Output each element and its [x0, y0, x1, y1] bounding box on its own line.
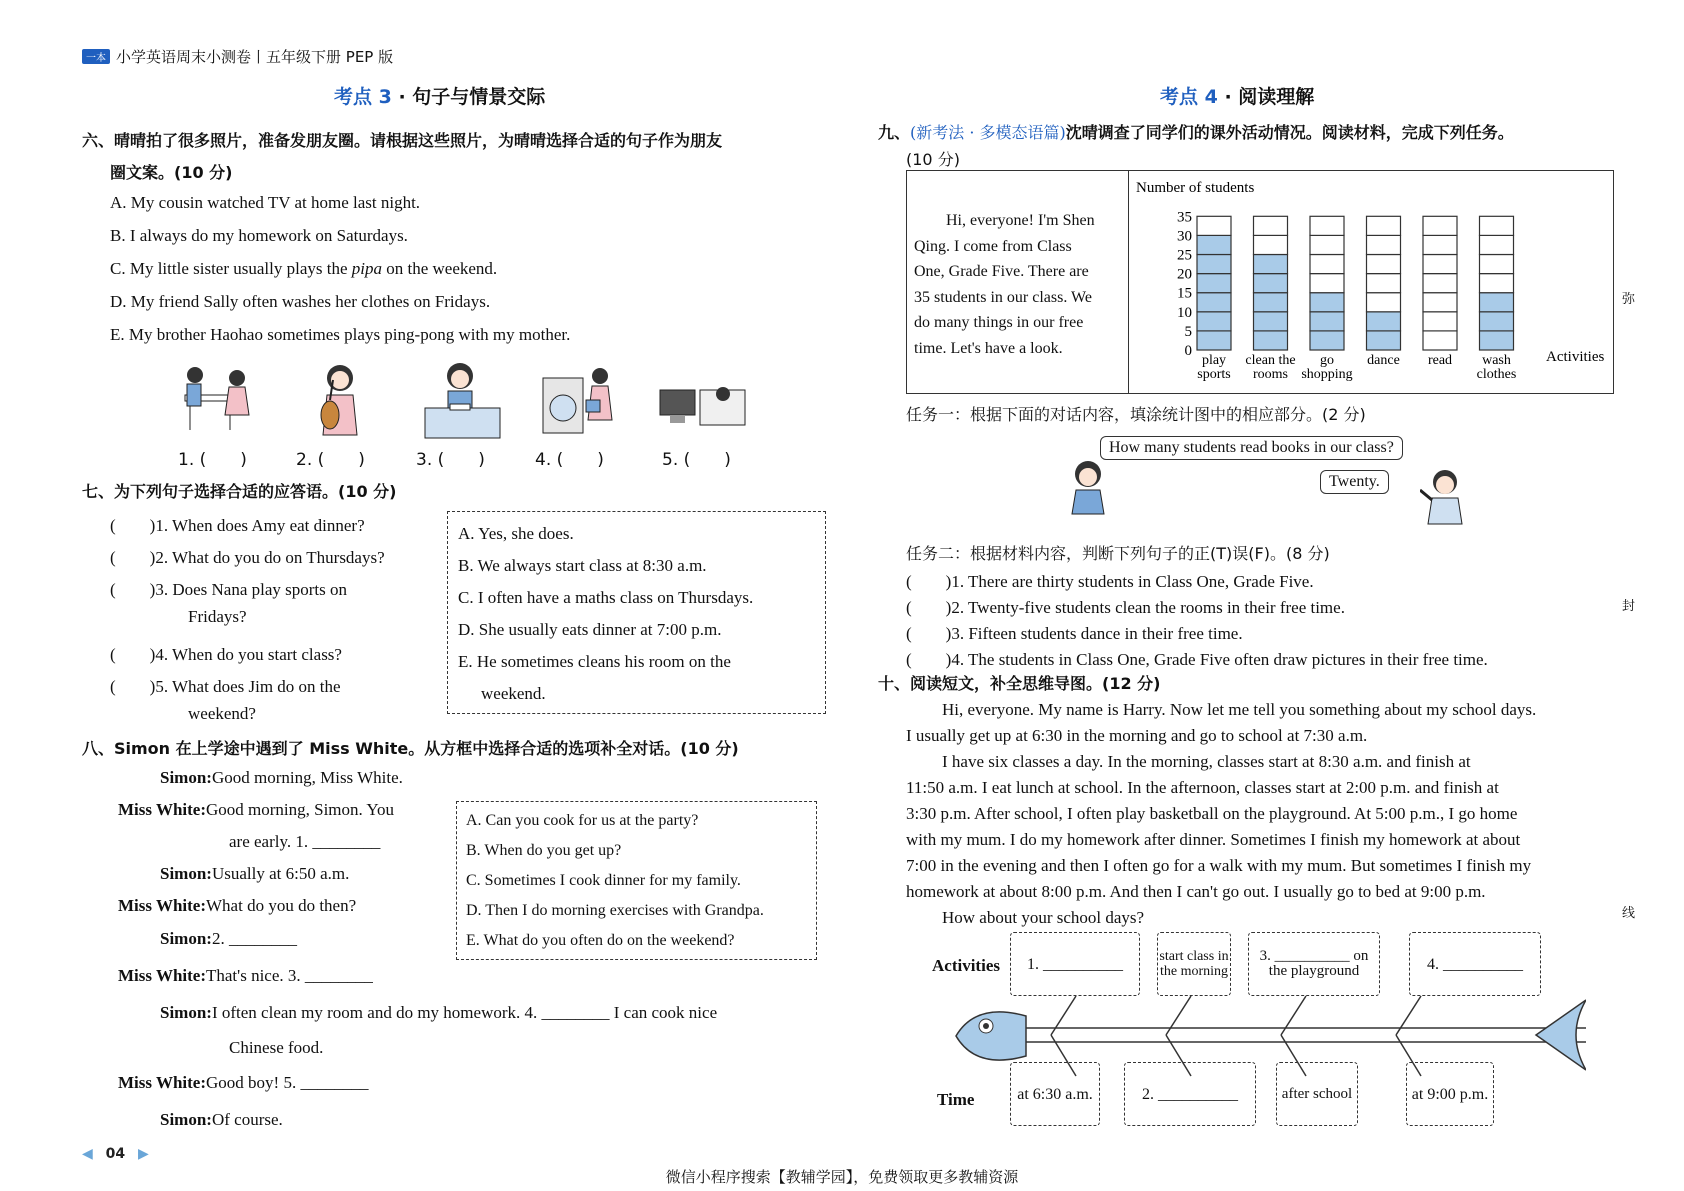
dialogue-line-3: Simon:Usually at 6:50 a.m. — [160, 864, 350, 883]
chart-bar-cell — [1254, 235, 1288, 254]
chart-bar-cell — [1480, 331, 1514, 350]
q7-item-5: ( )5. What does Jim do on the — [110, 677, 341, 696]
dialogue-line-7: Simon:I often clean my room and do my homework. 4. ________ I can cook nice — [160, 1003, 718, 1022]
q6-option-c: C. My little sister usually plays the pipa on the weekend. — [110, 259, 498, 278]
binding-mark-2: 封 — [1622, 599, 1636, 614]
picture-pingpong — [175, 360, 265, 440]
q9-divider — [1128, 170, 1129, 394]
q7-answer-e: E. He sometimes cleans his room on the — [458, 652, 731, 671]
tf-item-4: ( )4. The students in Class One, Grade Five often draw pictures in their free time. — [906, 650, 1488, 669]
chart-bar-cell — [1423, 274, 1457, 293]
chart-y-tick: 15 — [1177, 285, 1192, 302]
task2-title: 任务二：根据材料内容，判断下列句子的正(T)误(F)。(8 分) — [906, 544, 1330, 563]
q8-option-b: B. When do you get up? — [466, 842, 622, 859]
chart-y-label: Number of students — [1136, 180, 1255, 196]
chart-x-tick-label: rooms — [1253, 367, 1288, 382]
right-section-title: 考点 4 · 阅读理解 — [1160, 86, 1315, 108]
q9-points: (10 分) — [906, 150, 960, 169]
q7-answer-a: A. Yes, she does. — [458, 524, 574, 543]
chart-bar-cell — [1367, 235, 1401, 254]
q6-option-d: D. My friend Sally often washes her clothes on Fridays. — [110, 292, 491, 311]
q7-item-1: ( )1. When does Amy eat dinner? — [110, 516, 365, 535]
chart-x-tick-label: go — [1320, 353, 1334, 368]
chart-bar-cell — [1480, 216, 1514, 235]
chart-bar-cell — [1423, 293, 1457, 312]
picture-watch-tv — [655, 370, 750, 435]
time-box-1: at 6:30 a.m. — [1010, 1062, 1100, 1126]
chart-bar-cell — [1254, 293, 1288, 312]
question-bubble: How many students read books in our class? — [1100, 436, 1403, 460]
prev-arrow-icon: ◀ — [82, 1146, 93, 1162]
tf-item-1: ( )1. There are thirty students in Class One, Grade Five. — [906, 572, 1314, 591]
dialogue-line-9: Simon:Of course. — [160, 1110, 283, 1129]
dialogue-line-4: Miss White:What do you do then? — [118, 896, 357, 915]
binding-mark-1: 弥 — [1622, 292, 1636, 307]
q8-option-d: D. Then I do morning exercises with Grandpa. — [466, 902, 764, 919]
q6-title-line2: 圈文案。(10 分) — [110, 163, 233, 182]
chart-bar-cell — [1197, 235, 1231, 254]
page-number: ◀ 04 ▶ — [82, 1146, 149, 1162]
chart-y-tick: 30 — [1177, 228, 1192, 245]
chart-bar-cell — [1480, 255, 1514, 274]
dialogue-line-7-cont: Chinese food. — [229, 1038, 324, 1057]
chart-bar-cell — [1197, 274, 1231, 293]
chart-bar-cell — [1480, 274, 1514, 293]
chart-y-tick: 20 — [1177, 266, 1192, 283]
chart-x-tick-label: clothes — [1476, 367, 1517, 382]
time-box-3: after school — [1276, 1062, 1358, 1126]
picture-label-1: 1. ( ) — [178, 450, 247, 470]
q7-answer-d: D. She usually eats dinner at 7:00 p.m. — [458, 620, 722, 639]
chart-bar-cell — [1310, 331, 1344, 350]
q7-item-4: ( )4. When do you start class? — [110, 645, 342, 664]
q7-item-2: ( )2. What do you do on Thursdays? — [110, 548, 385, 567]
chart-bar-cell — [1310, 274, 1344, 293]
q6-option-b: B. I always do my homework on Saturdays. — [110, 226, 408, 245]
chart-bar-cell — [1310, 235, 1344, 254]
chart-bar-cell — [1423, 331, 1457, 350]
chart-bar-cell — [1367, 312, 1401, 331]
time-box-4: at 9:00 p.m. — [1406, 1062, 1494, 1126]
chart-bar-cell — [1480, 312, 1514, 331]
picture-label-5: 5. ( ) — [662, 450, 731, 470]
dialogue-line-1: Simon:Good morning, Miss White. — [160, 768, 403, 787]
dialogue-line-5: Simon:2. ________ — [160, 929, 297, 948]
picture-wash-clothes — [538, 360, 623, 440]
activities-bar-chart — [1132, 176, 1610, 390]
picture-label-2: 2. ( ) — [296, 450, 365, 470]
chart-bar-cell — [1367, 274, 1401, 293]
time-label: Time — [937, 1090, 975, 1109]
q7-title: 七、为下列句子选择合适的应答语。(10 分) — [82, 482, 397, 501]
tf-item-2: ( )2. Twenty-five students clean the rooms in their free time. — [906, 598, 1345, 617]
activity-box-1: 1. __________ — [1010, 932, 1140, 996]
chart-x-tick-label: clean the — [1245, 353, 1296, 368]
chart-y-tick: 25 — [1177, 247, 1192, 264]
dialogue-line-6: Miss White:That's nice. 3. ________ — [118, 966, 373, 985]
chart-bar-cell — [1254, 216, 1288, 235]
picture-homework — [420, 358, 505, 442]
q7-answer-c: C. I often have a maths class on Thursdays. — [458, 588, 754, 607]
chart-bar-cell — [1310, 255, 1344, 274]
activity-box-4: 4. __________ — [1409, 932, 1541, 996]
q8-option-e: E. What do you often do on the weekend? — [466, 932, 735, 949]
chart-bar-cell — [1423, 235, 1457, 254]
q8-option-a: A. Can you cook for us at the party? — [466, 812, 699, 829]
chart-bar-cell — [1310, 312, 1344, 331]
dialogue-line-8: Miss White:Good boy! 5. ________ — [118, 1073, 369, 1092]
chart-x-tick-label: sports — [1197, 367, 1231, 382]
activities-label: Activities — [932, 956, 1000, 975]
chart-bar-cell — [1423, 312, 1457, 331]
chart-bar-cell — [1367, 331, 1401, 350]
chart-x-tick-label: shopping — [1301, 367, 1353, 382]
answer-bubble: Twenty. — [1320, 470, 1389, 494]
chart-bar-cell — [1423, 216, 1457, 235]
chart-bar-cell — [1197, 255, 1231, 274]
q10-passage: Hi, everyone. My name is Harry. Now let me tell you something about my school days. I usually get up at 6:30 in the morning and go to school at 7:30 a.m. I have six classes a day. In the morning, classes start at 8:30 a.m. and finish at 11:50 a.m. I eat lunch at school. In the afternoon, classes start at 2:00 p.m. and finish at 3:30 p.m. After school, I often play basketball on the playground. At 5:00 p.m., I go home with my mum. I do my homework after dinner. Sometimes I finish my homework at about 7:00 in the evening and then I often go for a walk with my mum. But sometimes I finish my homework at about 8:00 p.m. And then I can't go out. I usually go to bed at 9:00 p.m. How about your school days? — [906, 700, 1537, 927]
activity-box-3: 3. __________ on the playground — [1248, 932, 1380, 996]
chart-bar-cell — [1197, 216, 1231, 235]
chart-x-label: Activities — [1546, 349, 1605, 365]
chart-y-tick: 10 — [1177, 304, 1192, 321]
tf-item-3: ( )3. Fifteen students dance in their free time. — [906, 624, 1243, 643]
chart-x-tick-label: dance — [1367, 353, 1400, 368]
chart-x-tick-label: wash — [1482, 353, 1511, 368]
header-title: 小学英语周末小测卷丨五年级下册 PEP 版 — [116, 48, 394, 66]
page-header — [82, 46, 393, 67]
q10-title: 十、阅读短文，补全思维导图。(12 分) — [878, 674, 1161, 693]
picture-label-4: 4. ( ) — [535, 450, 604, 470]
q7-item-3-cont: Fridays? — [188, 607, 247, 626]
q7-item-3: ( )3. Does Nana play sports on — [110, 580, 348, 599]
girl-illustration — [1064, 458, 1114, 516]
q7-answer-e-cont: weekend. — [481, 684, 546, 703]
q9-title: 九、(新考法 · 多模态语篇)沈晴调查了同学们的课外活动情况。阅读材料，完成下列任务。 — [878, 123, 1514, 142]
picture-label-3: 3. ( ) — [416, 450, 485, 470]
q7-answer-b: B. We always start class at 8:30 a.m. — [458, 556, 707, 575]
chart-y-tick: 0 — [1184, 343, 1192, 359]
binding-mark-3: 线 — [1622, 906, 1636, 921]
chart-bar-cell — [1197, 293, 1231, 312]
q8-title: 八、Simon 在上学途中遇到了 Miss White。从方框中选择合适的选项补全对话。(10 分) — [82, 739, 739, 758]
chart-bar-cell — [1310, 216, 1344, 235]
chart-bar-cell — [1367, 293, 1401, 312]
next-arrow-icon: ▶ — [138, 1146, 149, 1162]
chart-x-tick-label: play — [1201, 353, 1227, 368]
footer-text: 微信小程序搜索【教辅学园】，免费领取更多教辅资源 — [665, 1168, 1019, 1186]
chart-bar-cell — [1254, 274, 1288, 293]
chart-bar-cell — [1367, 216, 1401, 235]
q9-passage: Hi, everyone! I'm Shen Qing. I come from Class One, Grade Five. There are 35 students in our class. We do many things in our free time. Let's have a look. — [914, 212, 1095, 357]
chart-y-tick: 35 — [1177, 209, 1192, 226]
chart-bar-cell — [1197, 312, 1231, 331]
chart-bar-cell — [1254, 312, 1288, 331]
publisher-logo: 一本 — [82, 49, 110, 64]
dialogue-line-2-cont: are early. 1. ________ — [229, 832, 381, 851]
chart-bar-cell — [1197, 331, 1231, 350]
dialogue-line-2: Miss White:Good morning, Simon. You — [118, 800, 394, 819]
chart-x-tick-label: read — [1427, 353, 1453, 368]
chart-bar-cell — [1310, 293, 1344, 312]
chart-bar-cell — [1480, 293, 1514, 312]
boy-illustration — [1420, 466, 1470, 526]
activity-box-2: start class in the morning — [1157, 932, 1231, 996]
chart-bar-cell — [1480, 235, 1514, 254]
q6-title-line1: 六、晴晴拍了很多照片，准备发朋友圈。请根据这些照片，为晴晴选择合适的句子作为朋友 — [82, 131, 723, 150]
picture-pipa — [305, 360, 375, 440]
chart-y-tick: 5 — [1184, 323, 1192, 340]
chart-bar-cell — [1254, 331, 1288, 350]
chart-bar-cell — [1367, 255, 1401, 274]
q8-option-c: C. Sometimes I cook dinner for my family. — [466, 872, 741, 889]
chart-bar-cell — [1423, 255, 1457, 274]
q6-option-e: E. My brother Haohao sometimes plays ping-pong with my mother. — [110, 325, 571, 344]
left-section-title: 考点 3 · 句子与情景交际 — [334, 86, 546, 108]
q6-option-a: A. My cousin watched TV at home last night. — [110, 193, 421, 212]
q7-item-5-cont: weekend? — [188, 704, 256, 723]
chart-bar-cell — [1254, 255, 1288, 274]
time-box-2: 2. __________ — [1124, 1062, 1256, 1126]
task1-title: 任务一：根据下面的对话内容，填涂统计图中的相应部分。(2 分) — [906, 405, 1366, 424]
